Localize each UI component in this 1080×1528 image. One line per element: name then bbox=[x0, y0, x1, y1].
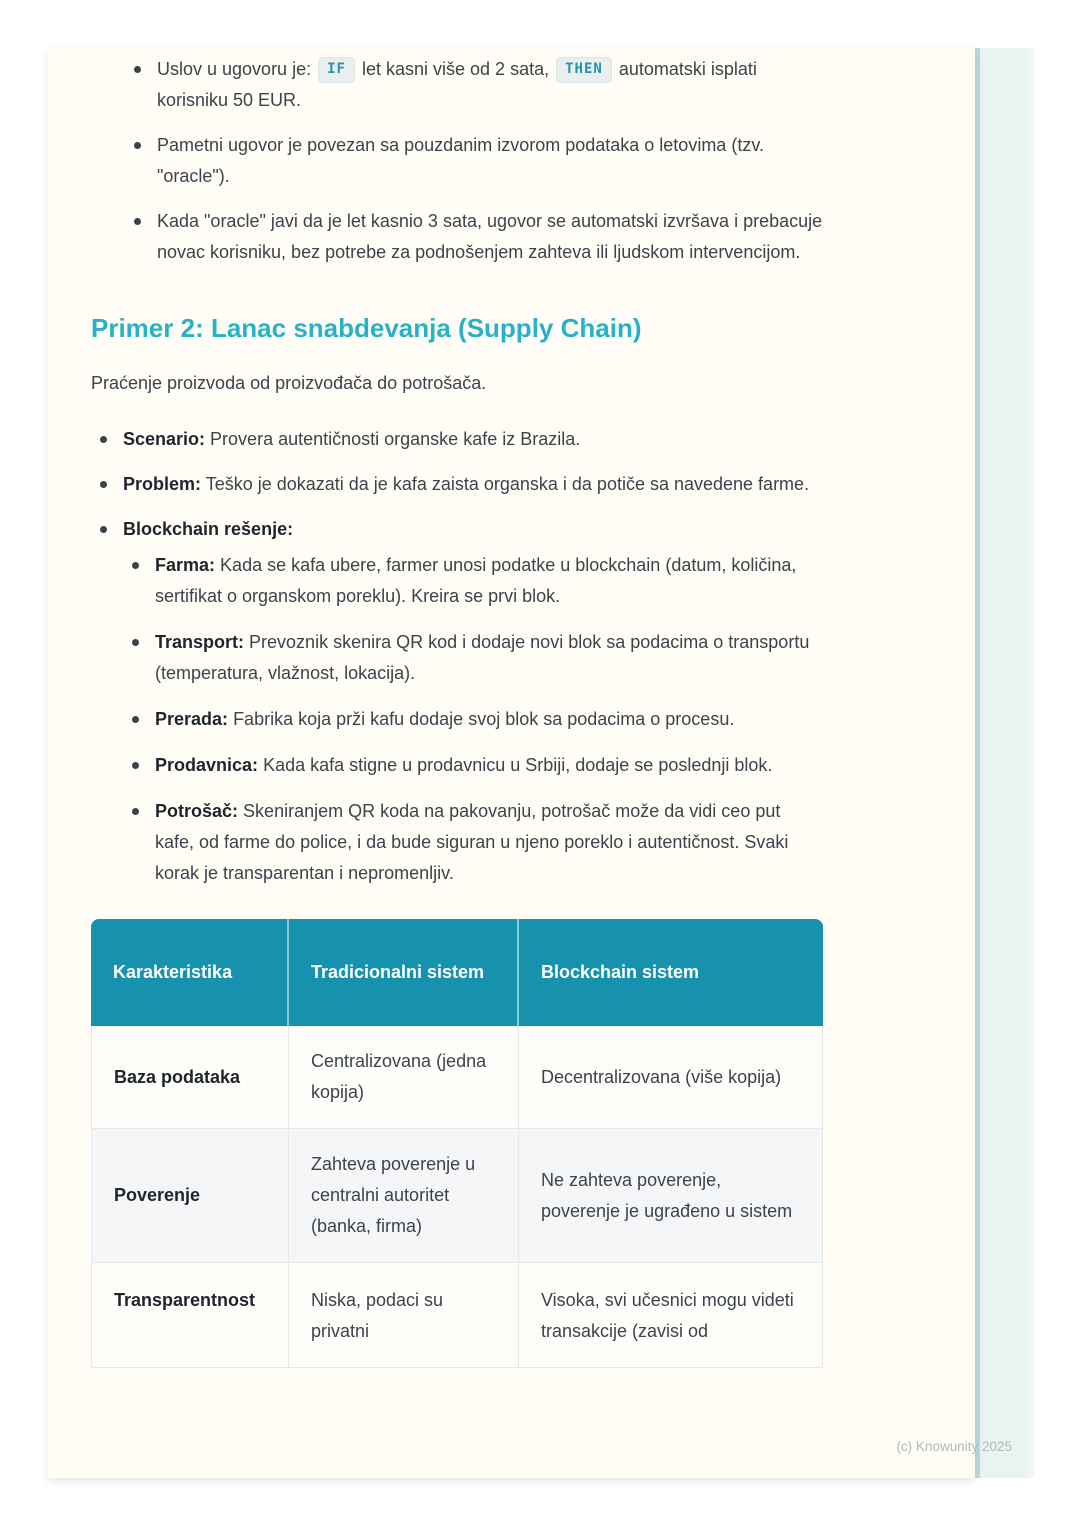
then-code-badge: THEN bbox=[556, 57, 612, 83]
problem-text: Teško je dokazati da je kafa zaista organska i da potiče sa navedene farme. bbox=[205, 474, 810, 494]
condition-post-text: automatski isplati korisniku 50 EUR. bbox=[157, 59, 757, 110]
list-item-oracle-execution: Kada "oracle" javi da je let kasnio 3 sata, ugovor se automatski izvršava i prebacuje novac korisniku, bez potrebe za podnošenjem zahteva ili ljudskom intervencijom. bbox=[125, 206, 824, 268]
cell-traditional: Zahteva poverenje u centralni autoritet (banka, firma) bbox=[289, 1129, 519, 1263]
potrosac-text: Skeniranjem QR koda na pakovanju, potrošač može da vidi ceo put kafe, od farme do police, i da bude siguran u njeno poreklo i autentičnost. Svaki korak je transparentan i nepromenljiv. bbox=[155, 801, 789, 883]
section-heading: Primer 2: Lanac snabdevanja (Supply Chain) bbox=[91, 313, 642, 343]
list-item-prerada bbox=[123, 704, 824, 735]
prodavnica-label: Prodavnica: bbox=[155, 755, 259, 775]
list-item-problem bbox=[91, 469, 824, 500]
condition-pre-text: Uslov u ugovoru je: bbox=[157, 59, 312, 79]
smart-contract-list bbox=[91, 54, 824, 268]
table-row-baza-podataka bbox=[91, 1026, 823, 1129]
comparison-table bbox=[91, 919, 823, 1368]
list-item-oracle-source: Pametni ugovor je povezan sa pouzdanim izvorom podataka o letovima (tzv. "oracle"). bbox=[125, 130, 824, 192]
table-row-transparentnost bbox=[91, 1263, 823, 1368]
potrosac-label: Potrošač: bbox=[155, 801, 239, 821]
document-page bbox=[48, 48, 975, 1478]
list-item-contract-condition bbox=[125, 54, 824, 116]
cell-blockchain: Decentralizovana (više kopija) bbox=[519, 1026, 823, 1129]
solution-steps-list bbox=[123, 550, 824, 889]
cell-feature: Poverenje bbox=[91, 1129, 289, 1263]
cell-traditional: Centralizovana (jedna kopija) bbox=[289, 1026, 519, 1129]
problem-label: Problem: bbox=[123, 474, 202, 494]
farma-label: Farma: bbox=[155, 555, 216, 575]
list-item-potrosac bbox=[123, 796, 824, 889]
list-item-prodavnica bbox=[123, 750, 824, 781]
prodavnica-text: Kada kafa stigne u prodavnicu u Srbiji, dodaje se poslednji blok. bbox=[263, 755, 773, 775]
prerada-label: Prerada: bbox=[155, 709, 229, 729]
cell-feature: Transparentnost bbox=[91, 1263, 289, 1368]
blockchain-solution-label: Blockchain rešenje: bbox=[123, 519, 294, 539]
section-intro: Praćenje proizvoda od proizvođača do potrošača. bbox=[91, 373, 487, 393]
list-item-transport bbox=[123, 627, 824, 689]
cell-feature: Baza podataka bbox=[91, 1026, 289, 1129]
farma-text: Kada se kafa ubere, farmer unosi podatke u blockchain (datum, količina, sertifikat o organskom poreklu). Kreira se prvi blok. bbox=[155, 555, 797, 606]
scenario-text: Provera autentičnosti organske kafe iz Brazila. bbox=[210, 429, 581, 449]
condition-mid-text: let kasni više od 2 sata, bbox=[361, 59, 550, 79]
header-tradicionalni-sistem: Tradicionalni sistem bbox=[289, 919, 519, 1026]
transport-text: Prevoznik skenira QR kod i dodaje novi blok sa podacima o transportu (temperatura, vlažnost, lokacija). bbox=[155, 632, 810, 683]
list-item-farma bbox=[123, 550, 824, 612]
cell-blockchain: Visoka, svi učesnici mogu videti transakcije (zavisi od bbox=[519, 1263, 823, 1368]
cell-traditional: Niska, podaci su privatni bbox=[289, 1263, 519, 1368]
table-header-row bbox=[91, 919, 823, 1026]
cell-blockchain: Ne zahteva poverenje, poverenje je ugrađeno u sistem bbox=[519, 1129, 823, 1263]
header-karakteristika: Karakteristika bbox=[91, 919, 289, 1026]
list-item-blockchain-solution bbox=[91, 514, 824, 889]
prerada-text: Fabrika koja prži kafu dodaje svoj blok sa podacima o procesu. bbox=[233, 709, 735, 729]
table-row-poverenje bbox=[91, 1129, 823, 1263]
supply-chain-list bbox=[91, 424, 824, 889]
list-item-scenario bbox=[91, 424, 824, 455]
next-page-strip bbox=[975, 48, 1035, 1478]
page-content bbox=[48, 48, 824, 1368]
header-blockchain-sistem: Blockchain sistem bbox=[519, 919, 823, 1026]
if-code-badge: IF bbox=[318, 57, 355, 83]
scenario-label: Scenario: bbox=[123, 429, 206, 449]
copyright-watermark: (c) Knowunity 2025 bbox=[896, 1439, 1012, 1454]
transport-label: Transport: bbox=[155, 632, 245, 652]
